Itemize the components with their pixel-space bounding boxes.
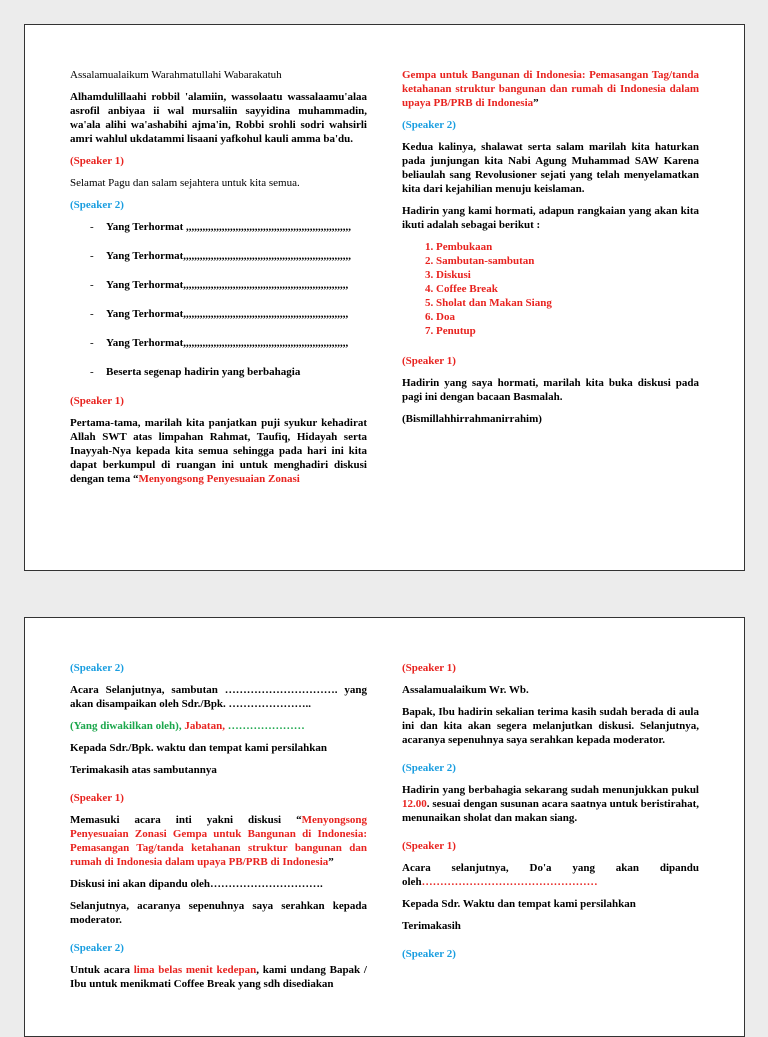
basmalah-invite: Hadirin yang saya hormati, marilah kita buka diskusi pada pagi ini dengan bacaan Basmalah. [402, 377, 699, 403]
noon-time: 12.00 [402, 798, 427, 810]
list-item: - Yang Terhormat ,,,,,,,,,,,,,,,,,,,,,,,,,,,,,,,,,,,,,,,,,,,,,,,,,,,,,,,,,,,, [70, 220, 367, 234]
document-page-2 [24, 617, 745, 1037]
main-intro: Memasuki acara inti yakni diskusi “ [70, 814, 302, 826]
representative-line: (Yang diwakilkan oleh), Jabatan, ………………… [70, 720, 305, 732]
speaker-label: (Speaker 2) [402, 762, 456, 774]
handover-text: Selanjutnya, acaranya sepenuhnya saya serahkan kepada moderator. [70, 900, 367, 926]
coffee-break-text [70, 963, 367, 991]
speaker-label: (Speaker 2) [70, 942, 124, 954]
theme-continuation [402, 68, 699, 110]
document-page-1 [24, 24, 745, 571]
invite-text: Kepada Sdr./Bpk. waktu dan tempat kami persilahkan [70, 742, 327, 754]
honorifics-list [70, 220, 367, 379]
doa-intro: Acara selanjutnya, Do'a yang akan dipandu oleh [402, 862, 699, 888]
speaker-label: (Speaker 1) [70, 155, 124, 167]
page1-right-column [402, 68, 699, 434]
agenda-item: 5. Sholat dan Makan Siang [436, 296, 699, 310]
agenda-item: 3. Diskusi [436, 268, 699, 282]
greeting: Assalamualaikum Warahmatullahi Wabarakatuh [70, 69, 282, 81]
speaker-label: (Speaker 1) [402, 662, 456, 674]
speaker-label: (Speaker 1) [402, 840, 456, 852]
list-item: - Yang Terhormat,,,,,,,,,,,,,,,,,,,,,,,,,,,,,,,,,,,,,,,,,,,,,,,,,,,,,,,,,,,, [70, 278, 367, 292]
shalawat-text: Kedua kalinya, shalawat serta salam marilah kita haturkan pada junjungan kita Nabi Agung Muhammad SAW Karena beliaulah sang Revolusioner sejati yang telah menyelamatkan kita dari kejahilian menuju keislaman. [402, 141, 699, 195]
agenda-item: 1. Pembukaan [436, 240, 699, 254]
welcome-text: Selamat Pagu dan salam sejahtera untuk kita semua. [70, 177, 300, 189]
opening-prayer: Alhamdulillaahi robbil 'alamiin, wassolaatu wassalaamu'alaa asrofil anbiyaa ii wal mursaliin sayyidina muhammadin, wa'ala alihi wa'ashabihi ajma'in, Robbi srohli sodri wahsirli amri wahlul ukdatammi lisaani yafkohul kauli amma ba'du. [70, 91, 367, 145]
noon-rest: . sesuai dengan susunan acara saatnya untuk beristirahat, menunaikan sholat dan makan siang. [402, 798, 699, 824]
list-item: - Yang Terhormat,,,,,,,,,,,,,,,,,,,,,,,,,,,,,,,,,,,,,,,,,,,,,,,,,,,,,,,,,,,, [70, 336, 367, 350]
welcome-back-text: Bapak, Ibu hadirin sekalian terima kasih sudah berada di aula ini dan kita akan segera melanjutkan diskusi. Selanjutnya, acaranya sepenuhnya saya serahkan kepada moderator. [402, 706, 699, 746]
doa-text [402, 861, 699, 889]
sambutan-text: Acara Selanjutnya, sambutan …………………………. yang akan disampaikan oleh Sdr./Bpk. ………………….. [70, 684, 367, 710]
coffee-intro: Untuk acara [70, 964, 134, 976]
theme-text: Menyongsong Penyesuaian Zonasi Gempa untuk Bangunan di Indonesia: Pemasangan Tag/tanda ketahanan struktur bangunan dan rumah di Indonesia dalam upaya PB/PRB di Indonesia [70, 814, 367, 868]
jabatan-label: Jabatan, [184, 720, 225, 732]
moderator-text: Diskusi ini akan dipandu oleh…………………………. [70, 878, 323, 890]
doa-dots: ………………………………………… [421, 876, 598, 888]
agenda-item: 4. Coffee Break [436, 282, 699, 296]
speaker-label: (Speaker 1) [70, 395, 124, 407]
speaker-label: (Speaker 1) [70, 792, 124, 804]
agenda-item: 7. Penutup [436, 324, 699, 338]
speaker-label: (Speaker 1) [402, 355, 456, 367]
agenda-list [402, 240, 699, 338]
doa-thanks: Terimakasih [402, 920, 461, 932]
represented-label: (Yang diwakilkan oleh) [70, 720, 179, 732]
noon-intro: Hadirin yang berbahagia sekarang sudah menunjukkan pukul [402, 784, 699, 796]
agenda-item: 2. Sambutan-sambutan [436, 254, 699, 268]
jabatan-dots: ………………… [224, 720, 305, 732]
speaker-label: (Speaker 2) [402, 948, 456, 960]
main-event-text [70, 813, 367, 869]
list-item: - Yang Terhormat,,,,,,,,,,,,,,,,,,,,,,,,,,,,,,,,,,,,,,,,,,,,,,,,,,,,,,,,,,,,, [70, 249, 367, 263]
theme-text: Menyongsong Penyesuaian Zonasi [138, 473, 300, 485]
speaker-label: (Speaker 2) [70, 662, 124, 674]
coffee-duration: lima belas menit kedepan [133, 964, 257, 976]
theme-text: Gempa untuk Bangunan di Indonesia: Pemasangan Tag/tanda ketahanan struktur bangunan dan rumah di Indonesia dalam upaya PB/PRB di Indonesia [402, 69, 699, 109]
gratitude-body: Pertama-tama, marilah kita panjatkan puji syukur kehadirat Allah SWT atas limpahan Rahmat, Taufiq, Hidayah serta Inayyah-Nya kepada kita semua sehingga pada hari ini kita dapat berkumpul di ruangan ini untuk menghadiri diskusi dengan tema “ [70, 417, 367, 485]
agenda-intro: Hadirin yang kami hormati, adapun rangkaian yang akan kita ikuti adalah sebagai berikut : [402, 205, 699, 231]
speaker-label: (Speaker 2) [402, 119, 456, 131]
noon-break-text [402, 783, 699, 825]
coffee-rest: , kami undang Bapak / Ibu untuk menikmati Coffee Break yang sdh disediakan [70, 964, 367, 990]
greeting: Assalamualaikum Wr. Wb. [402, 684, 529, 696]
speaker-label: (Speaker 2) [70, 199, 124, 211]
basmalah-text: (Bismillahhirrahmanirrahim) [402, 413, 542, 425]
gratitude-text [70, 416, 367, 486]
agenda-item: 6. Doa [436, 310, 699, 324]
thanks-text: Terimakasih atas sambutannya [70, 764, 217, 776]
page1-left-column [70, 68, 367, 494]
page2-right-column [402, 661, 699, 969]
page2-left-column [70, 661, 367, 999]
quote-close: ” [533, 97, 539, 109]
doa-invite: Kepada Sdr. Waktu dan tempat kami persilahkan [402, 898, 636, 910]
list-item: - Yang Terhormat,,,,,,,,,,,,,,,,,,,,,,,,,,,,,,,,,,,,,,,,,,,,,,,,,,,,,,,,,,,, [70, 307, 367, 321]
quote-close: ” [328, 856, 334, 868]
list-item: - Beserta segenap hadirin yang berbahagia [70, 365, 367, 379]
